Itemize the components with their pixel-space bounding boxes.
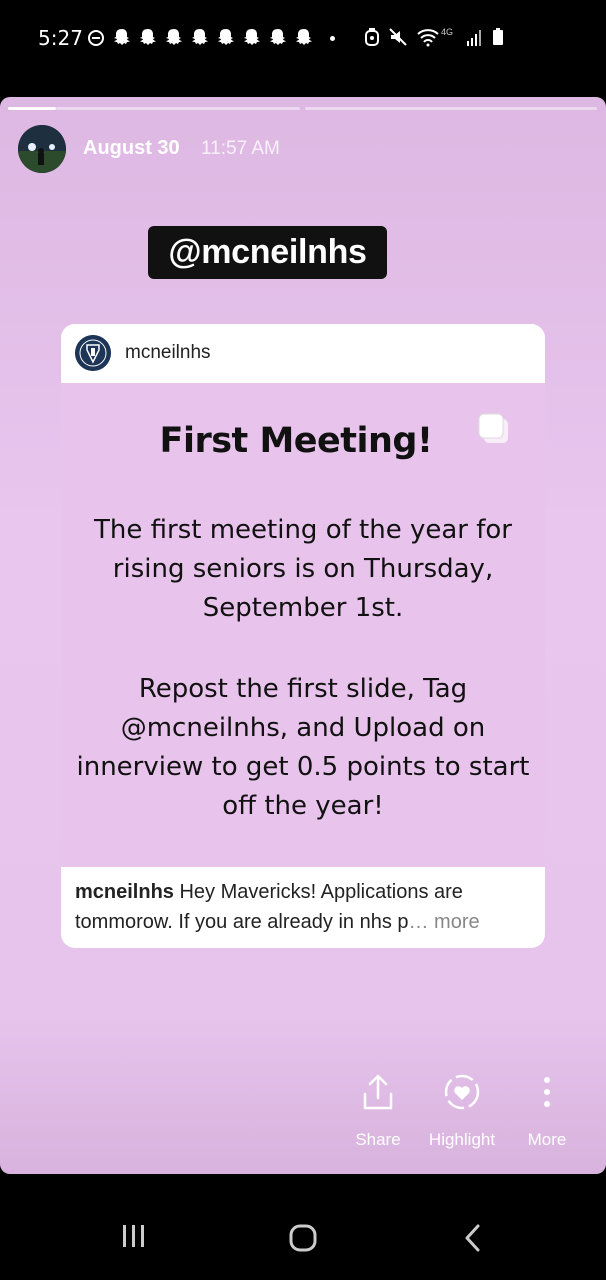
recents-icon[interactable] [121, 1224, 147, 1248]
status-bar [0, 0, 606, 80]
system-icons [364, 27, 504, 47]
shared-post-card[interactable] [61, 324, 545, 948]
share-button[interactable] [333, 1072, 423, 1150]
system-nav-bar [0, 1174, 606, 1280]
highlight-label: Highlight [428, 1130, 496, 1149]
home-icon[interactable] [289, 1224, 317, 1252]
snapchat-ghost-icon [268, 27, 288, 47]
snapchat-ghost-icon [112, 27, 132, 47]
dnd-icon [88, 30, 104, 46]
mute-icon [388, 27, 408, 47]
snapchat-ghost-icon [216, 27, 236, 47]
snapchat-ghost-icon [242, 27, 262, 47]
network-type-label: 4G [441, 27, 454, 37]
share-label: Share [355, 1130, 401, 1149]
story-viewer[interactable] [0, 97, 606, 1174]
post-avatar [75, 335, 111, 371]
highlight-button[interactable] [417, 1072, 507, 1150]
caption-username: mcneilnhs [75, 881, 174, 903]
signal-icon [466, 27, 484, 47]
post-title: First Meeting! [159, 421, 433, 461]
share-icon [361, 1072, 395, 1112]
caption-more-link[interactable]: more [428, 911, 480, 933]
snapchat-ghost-icon [164, 27, 184, 47]
highlight-heart-icon [442, 1072, 482, 1112]
story-progress-current [8, 107, 56, 110]
status-time: 5:27 [38, 26, 83, 50]
avatar-image [18, 125, 66, 173]
post-image [61, 383, 545, 867]
more-label: More [527, 1130, 567, 1149]
battery-icon [492, 27, 504, 47]
wifi-icon [416, 27, 442, 47]
snapchat-ghost-icon [138, 27, 158, 47]
story-progress-current-remaining [56, 107, 300, 110]
post-paragraph-2: Repost the first slide, Tag @mcneilnhs, and Upload on innerview to get 0.5 points to start off the year! [76, 674, 530, 821]
nhs-logo-icon [75, 335, 111, 371]
caption-text: Hey Mavericks! Applications are tommorow. If you are already in nhs p [75, 881, 463, 933]
story-avatar[interactable] [18, 125, 66, 173]
snapchat-ghost-icon [294, 27, 314, 47]
alarm-icon [364, 27, 380, 47]
back-icon[interactable] [464, 1224, 482, 1252]
more-notifications-dot [330, 36, 335, 41]
more-button[interactable] [502, 1072, 592, 1150]
snapchat-ghost-icon [190, 27, 210, 47]
notification-icons [112, 27, 314, 47]
mention-sticker[interactable]: @mcneilnhs [148, 226, 387, 279]
post-paragraph-1: The first meeting of the year for rising seniors is on Thursday, September 1st. [94, 515, 512, 623]
post-header [61, 324, 545, 383]
more-dots-icon [542, 1072, 552, 1112]
post-username: mcneilnhs [125, 342, 211, 363]
post-caption [75, 877, 535, 937]
story-date: August 30 [83, 137, 180, 159]
caption-ellipsis: … [408, 911, 429, 933]
story-progress-next [305, 107, 597, 110]
story-time: 11:57 AM [201, 138, 280, 159]
